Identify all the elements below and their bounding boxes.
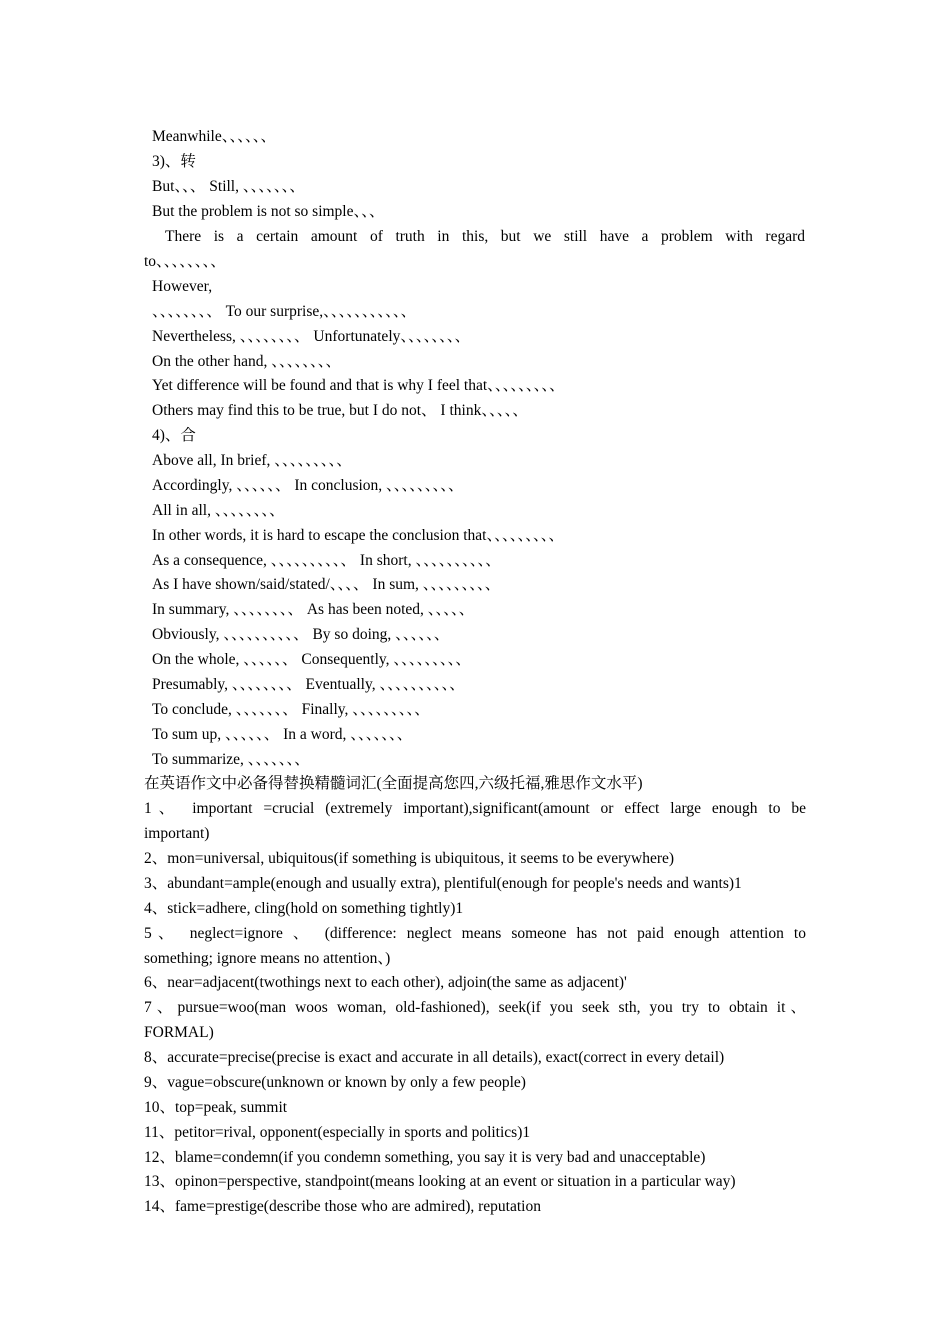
- vocab-item: 1、 important =crucial (extremely important),significant(amount or effect large enough to be: [144, 800, 806, 817]
- section-heading: 4)、合: [152, 427, 196, 444]
- section-heading: 在英语作文中必备得替换精髓词汇(全面提高您四,六级托福,雅思作文水平): [144, 775, 643, 792]
- text-line: In other words, it is hard to escape the conclusion that、、、、、、、、、: [152, 527, 564, 544]
- text-line: to、、、、、、、、: [144, 253, 226, 270]
- text-line: On the other hand, 、、、、、、、、: [152, 353, 341, 370]
- text-line: Nevertheless, 、、、、、、、、 Unfortunately、、、、、、、、: [152, 328, 471, 345]
- vocab-item: 10、top=peak, summit: [144, 1099, 288, 1116]
- text-line: Others may find this to be true, but I do not、 I think、、、、、: [152, 402, 528, 419]
- text-line: To summarize, 、、、、、、、: [152, 751, 310, 768]
- text-line: Presumably, 、、、、、、、、 Eventually, 、、、、、、、、、、: [152, 676, 465, 693]
- vocab-item: 4、stick=adhere, cling(hold on something tightly)1: [144, 900, 464, 917]
- text-line: Obviously, 、、、、、、、、、、 By so doing, 、、、、、、: [152, 626, 450, 643]
- text-line: As a consequence, 、、、、、、、、、、 In short, 、、、、、、、、、、: [152, 552, 501, 569]
- text-line: Meanwhile、、、、、、: [152, 128, 276, 145]
- text-line: On the whole, 、、、、、、 Consequently, 、、、、、、、、、: [152, 651, 471, 668]
- vocab-item-continuation: important): [144, 825, 210, 842]
- vocab-item: 3、abundant=ample(enough and usually extra), plentiful(enough for people's needs and wants)1: [144, 875, 742, 892]
- text-line: To sum up, 、、、、、、 In a word, 、、、、、、、: [152, 726, 413, 743]
- text-line: In summary, 、、、、、、、、 As has been noted, 、、、、、: [152, 601, 475, 618]
- text-line: But the problem is not so simple、、、: [152, 203, 385, 220]
- text-line: Yet difference will be found and that is why I feel that、、、、、、、、、: [152, 377, 565, 394]
- vocab-item-continuation: something; ignore means no attention、): [144, 950, 391, 967]
- vocab-item: 13、opinon=perspective, standpoint(means looking at an event or situation in a particular way): [144, 1173, 736, 1190]
- text-line: There is a certain amount of truth in this, but we still have a problem with regard: [165, 228, 805, 245]
- vocab-item-continuation: FORMAL): [144, 1024, 214, 1041]
- text-line: Accordingly, 、、、、、、 In conclusion, 、、、、、、、、、: [152, 477, 464, 494]
- text-line: However,: [152, 278, 213, 295]
- text-line: But、、、 Still, 、、、、、、、: [152, 178, 305, 195]
- vocab-item: 9、vague=obscure(unknown or known by only a few people): [144, 1074, 526, 1091]
- vocab-item: 8、accurate=precise(precise is exact and accurate in all details), exact(correct in every detail): [144, 1049, 725, 1066]
- vocab-item: 7、pursue=woo(man woos woman, old-fashioned), seek(if you seek sth, you try to obtain it、: [144, 999, 806, 1016]
- vocab-item: 5、 neglect=ignore 、 (difference: neglect means someone has not paid enough attention to: [144, 925, 806, 942]
- text-line: Above all, In brief, 、、、、、、、、、: [152, 452, 352, 469]
- vocab-item: 11、petitor=rival, opponent(especially in sports and politics)1: [144, 1124, 531, 1141]
- section-heading: 3)、转: [152, 153, 196, 170]
- vocab-item: 12、blame=condemn(if you condemn something, you say it is very bad and unacceptable): [144, 1149, 706, 1166]
- text-line: 、、、、、、、、 To our surprise,、、、、、、、、、、、: [152, 303, 417, 320]
- vocab-item: 14、fame=prestige(describe those who are admired), reputation: [144, 1198, 541, 1215]
- vocab-item: 2、mon=universal, ubiquitous(if something is ubiquitous, it seems to be everywhere): [144, 850, 675, 867]
- text-line: To conclude, 、、、、、、、 Finally, 、、、、、、、、、: [152, 701, 430, 718]
- text-line: All in all, 、、、、、、、、: [152, 502, 285, 519]
- vocab-item: 6、near=adjacent(twothings next to each other), adjoin(the same as adjacent)': [144, 974, 627, 991]
- text-line: As I have shown/said/stated/、、、、 In sum, 、、、、、、、、、: [152, 576, 501, 593]
